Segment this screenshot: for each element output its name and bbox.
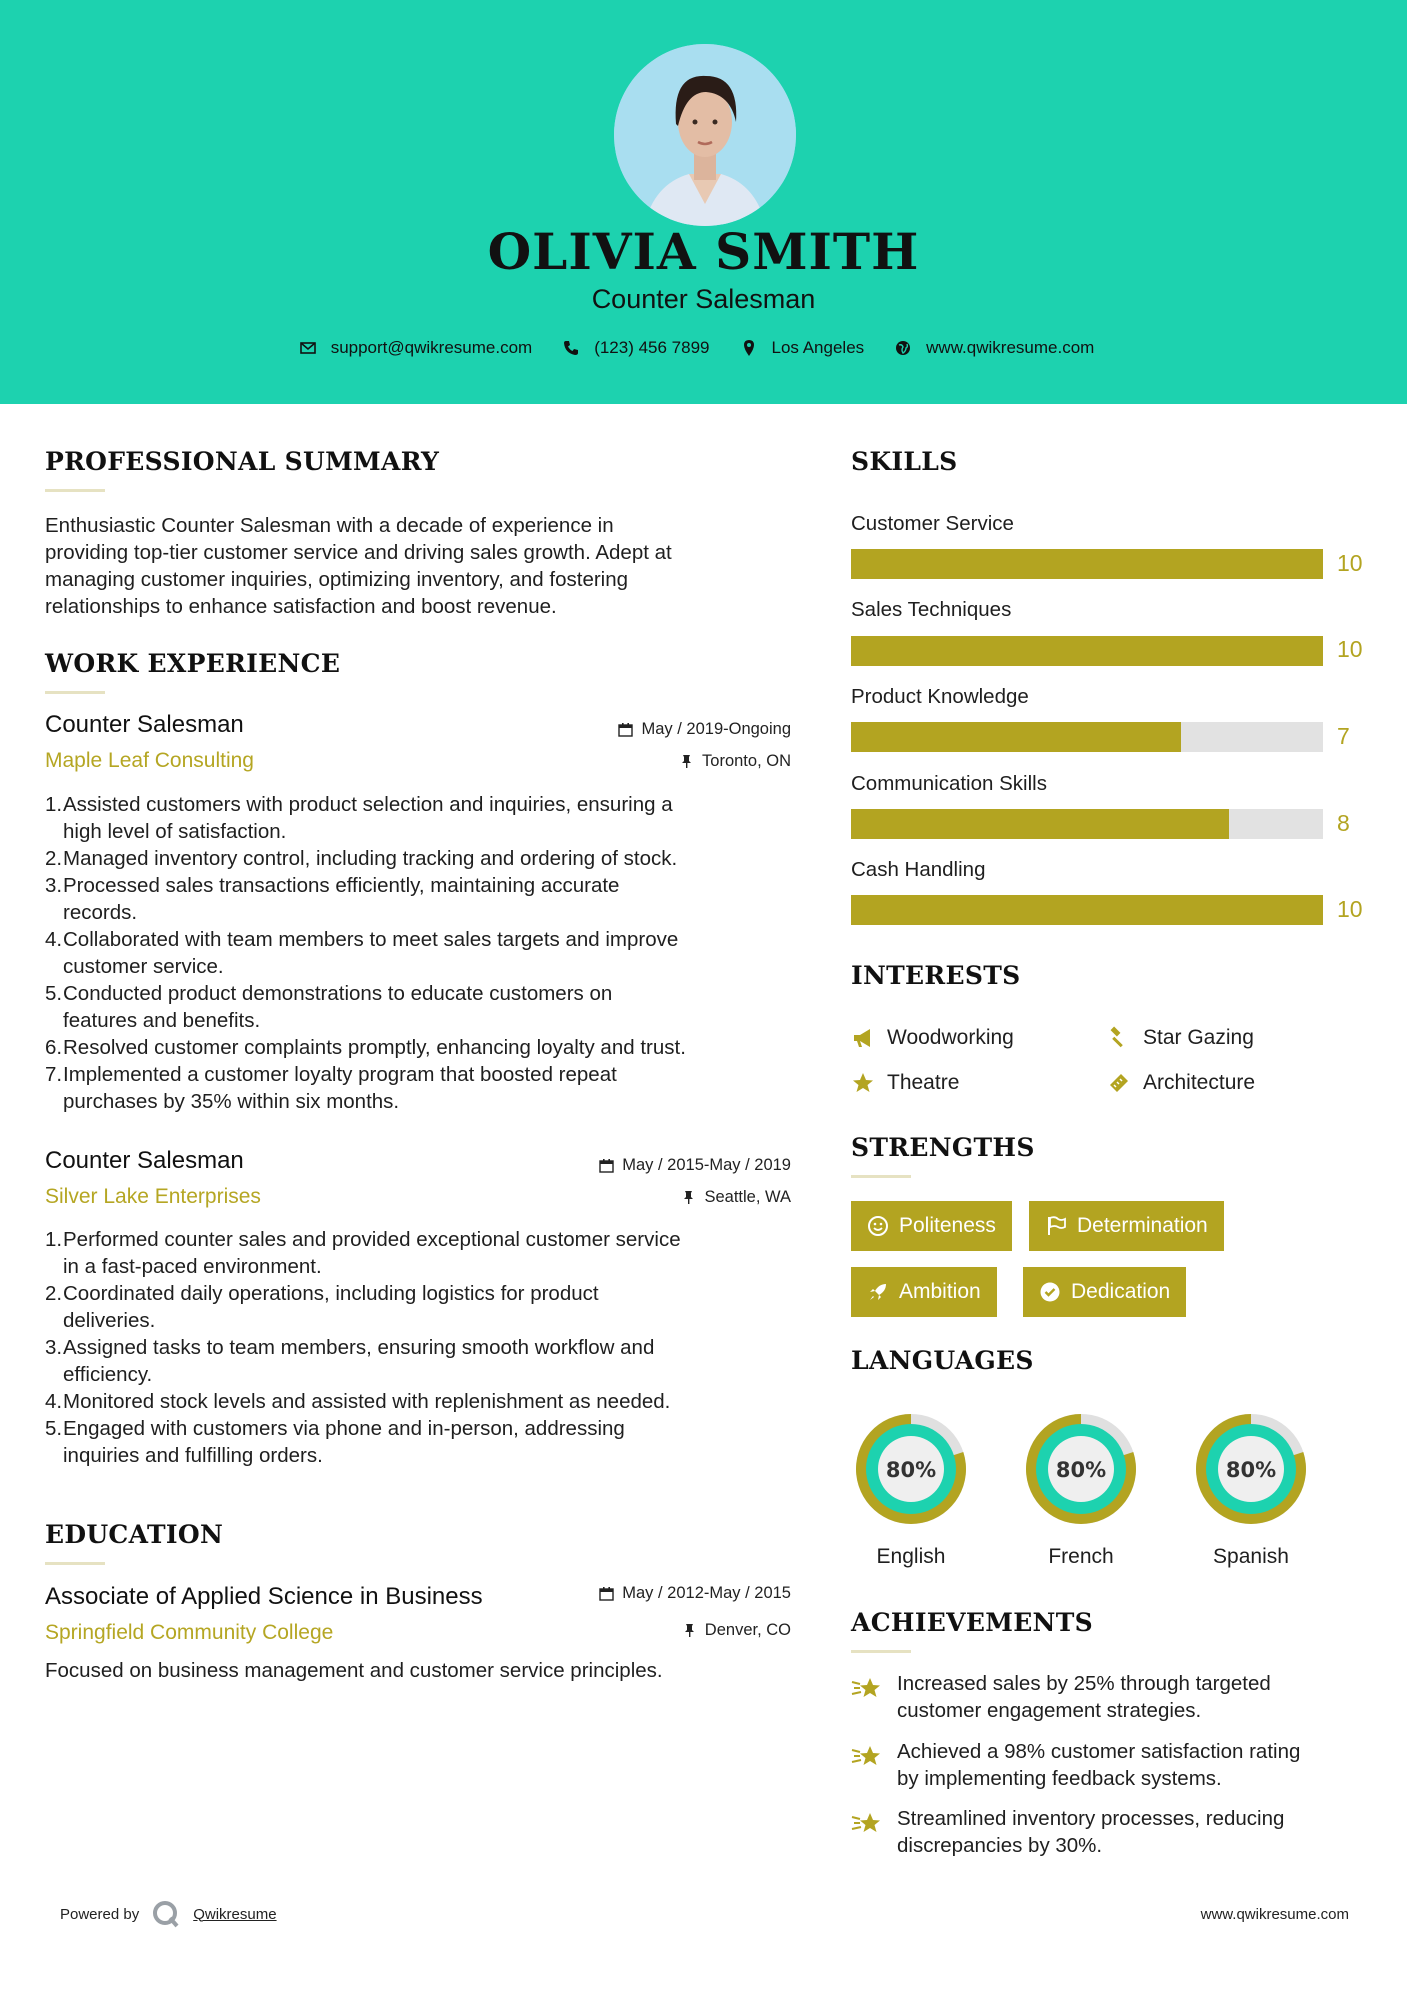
- language-name: Spanish: [1213, 1545, 1289, 1568]
- strength-determination: Determination: [1029, 1201, 1224, 1251]
- contact-phone[interactable]: [562, 338, 709, 358]
- resume-header: [0, 0, 1407, 404]
- summary-line: Enthusiastic Counter Salesman with a decade of experience in: [45, 514, 614, 537]
- megaphone-icon: [851, 1026, 875, 1050]
- education-location-text: Denver, CO: [704, 1621, 791, 1639]
- skill-bar-fill: [851, 549, 1323, 579]
- strengths-underline: [851, 1175, 911, 1178]
- skill-bar-fill: [851, 895, 1323, 925]
- interests-heading: INTERESTS: [851, 961, 1021, 990]
- language-percent: 80%: [885, 1458, 937, 1482]
- job-2-company: Silver Lake Enterprises: [45, 1185, 261, 1208]
- summary-line: relationships to enhance satisfaction and boost revenue.: [45, 595, 557, 618]
- skill-label: Product Knowledge: [851, 685, 1029, 708]
- skill-bar-track: [851, 636, 1323, 666]
- candidate-name: OLIVIA SMITH: [487, 222, 920, 281]
- calendar-icon: [618, 722, 633, 737]
- profile-photo: [614, 44, 796, 226]
- skill-value: 10: [1337, 896, 1363, 922]
- achievement-item: Increased sales by 25% through targeted customer engagement strategies.: [851, 1670, 1371, 1724]
- skill-bar-fill: [851, 722, 1181, 752]
- language-percent: 80%: [1055, 1458, 1107, 1482]
- language-ring-spanish: [1190, 1408, 1312, 1530]
- skill-bar-track: [851, 809, 1323, 839]
- skill-bar-track: [851, 549, 1323, 579]
- job-2-location: [500, 1188, 791, 1207]
- strength-politeness: Politeness: [851, 1201, 1012, 1251]
- duty-item: 7. Implemented a customer loyalty program that boosted repeat purchases by 35% within six months.: [45, 1063, 617, 1113]
- phone-text: (123) 456 7899: [594, 338, 710, 357]
- achievements-underline: [851, 1650, 911, 1653]
- skill-value: 10: [1337, 550, 1363, 576]
- language-name: English: [876, 1545, 946, 1568]
- experience-underline: [45, 691, 105, 694]
- phone-icon: [562, 339, 580, 357]
- summary-heading: PROFESSIONAL SUMMARY: [45, 447, 440, 476]
- education-description: Focused on business management and customer service principles.: [45, 1659, 663, 1682]
- job-2-title: Counter Salesman: [45, 1147, 244, 1174]
- email-text: support@qwikresume.com: [330, 338, 533, 357]
- contact-email[interactable]: [299, 338, 533, 358]
- education-date: [500, 1584, 791, 1603]
- shooting-star-icon: [851, 1674, 883, 1702]
- job-2-date: [500, 1156, 791, 1175]
- contact-bar: [0, 338, 1407, 358]
- pushpin-icon: [679, 754, 694, 769]
- interest-theatre: Theatre: [851, 1071, 959, 1095]
- check-circle-icon: [1039, 1281, 1061, 1303]
- language-name: French: [1048, 1545, 1114, 1568]
- flag-icon: [1045, 1215, 1067, 1237]
- duty-item: 1. Assisted customers with product selection and inquiries, ensuring a high level of satisfaction.: [45, 793, 673, 843]
- skill-value: 7: [1337, 723, 1350, 749]
- duty-item: 5. Engaged with customers via phone and in-person, addressing inquiries and fulfilling orders.: [45, 1417, 625, 1467]
- footer-powered-by: [60, 1899, 277, 1929]
- strengths-heading: STRENGTHS: [851, 1133, 1035, 1162]
- skills-heading: SKILLS: [851, 447, 958, 476]
- skill-label: Communication Skills: [851, 772, 1047, 795]
- duty-item: 1. Performed counter sales and provided exceptional customer service in a fast-paced environment.: [45, 1228, 681, 1278]
- education-heading: EDUCATION: [45, 1520, 224, 1549]
- interest-architecture: Architecture: [1107, 1071, 1255, 1095]
- skill-value: 8: [1337, 810, 1350, 836]
- duty-item: 5. Conducted product demonstrations to educate customers on features and benefits.: [45, 982, 613, 1032]
- job-1-title: Counter Salesman: [45, 711, 244, 738]
- skill-bar-fill: [851, 636, 1323, 666]
- duty-item: 6. Resolved customer complaints promptly, enhancing loyalty and trust.: [45, 1036, 686, 1059]
- strength-dedication: Dedication: [1023, 1267, 1186, 1317]
- shooting-star-icon: [851, 1809, 883, 1837]
- strength-ambition: Ambition: [851, 1267, 997, 1317]
- education-underline: [45, 1562, 105, 1565]
- interest-woodworking: Woodworking: [851, 1026, 1014, 1050]
- job-2-location-text: Seattle, WA: [704, 1188, 791, 1206]
- achievement-item: Streamlined inventory processes, reducing discrepancies by 30%.: [851, 1805, 1371, 1859]
- languages-heading: LANGUAGES: [851, 1346, 1034, 1375]
- summary-line: managing customer inquiries, optimizing inventory, and fostering: [45, 568, 629, 591]
- job-1-location-text: Toronto, ON: [702, 752, 791, 770]
- skill-value: 10: [1337, 636, 1363, 662]
- powered-by-label: Powered by: [60, 1905, 140, 1923]
- achievement-item: Achieved a 98% customer satisfaction rating by implementing feedback systems.: [851, 1738, 1371, 1792]
- contact-website[interactable]: [894, 338, 1094, 358]
- contact-location: [740, 338, 865, 358]
- skill-label: Sales Techniques: [851, 598, 1012, 621]
- calendar-icon: [599, 1586, 614, 1601]
- skill-bar-track: [851, 722, 1323, 752]
- gavel-icon: [1107, 1026, 1131, 1050]
- smile-icon: [867, 1215, 889, 1237]
- job-2-date-text: May / 2015-May / 2019: [622, 1156, 791, 1174]
- job-1-company: Maple Leaf Consulting: [45, 749, 254, 772]
- summary-text: [45, 512, 672, 620]
- interest-star-gazing: Star Gazing: [1107, 1026, 1254, 1050]
- job-1-duties: [45, 791, 805, 1115]
- ruler-pencil-icon: [1107, 1071, 1131, 1095]
- qwikresume-logo-icon: [151, 1899, 181, 1929]
- map-pin-icon: [740, 339, 758, 357]
- job-1-date: [500, 720, 791, 739]
- candidate-role: Counter Salesman: [591, 284, 816, 314]
- rocket-icon: [867, 1281, 889, 1303]
- experience-heading: WORK EXPERIENCE: [45, 649, 341, 678]
- footer-site[interactable]: www.qwikresume.com: [1200, 1906, 1349, 1923]
- language-percent: 80%: [1225, 1458, 1277, 1482]
- skill-label: Cash Handling: [851, 858, 986, 881]
- qwikresume-link[interactable]: Qwikresume: [193, 1905, 277, 1923]
- duty-item: 3. Assigned tasks to team members, ensuring smooth workflow and efficiency.: [45, 1336, 655, 1386]
- summary-underline: [45, 489, 105, 492]
- language-ring-english: [850, 1408, 972, 1530]
- language-ring-french: [1020, 1408, 1142, 1530]
- education-location: [500, 1621, 791, 1640]
- duty-item: 3. Processed sales transactions efficiently, maintaining accurate records.: [45, 874, 620, 924]
- job-1-location: [500, 752, 791, 771]
- location-text: Los Angeles: [771, 338, 865, 357]
- duty-item: 2. Coordinated daily operations, including logistics for product deliveries.: [45, 1282, 599, 1332]
- globe-icon: [894, 339, 912, 357]
- job-1-date-text: May / 2019-Ongoing: [641, 720, 791, 738]
- pushpin-icon: [681, 1190, 696, 1205]
- website-text: www.qwikresume.com: [926, 338, 1095, 357]
- education-date-text: May / 2012-May / 2015: [622, 1584, 791, 1602]
- education-school: Springfield Community College: [45, 1621, 334, 1644]
- education-degree: Associate of Applied Science in Business: [45, 1583, 483, 1610]
- star-icon: [851, 1071, 875, 1095]
- calendar-icon: [599, 1158, 614, 1173]
- pushpin-icon: [682, 1623, 697, 1638]
- duty-item: 4. Collaborated with team members to meet sales targets and improve customer service.: [45, 928, 679, 978]
- skill-label: Customer Service: [851, 512, 1014, 535]
- skill-bar-track: [851, 895, 1323, 925]
- envelope-icon: [299, 339, 317, 357]
- job-2-duties: [45, 1226, 805, 1469]
- summary-line: providing top-tier customer service and driving sales growth. Adept at: [45, 541, 672, 564]
- shooting-star-icon: [851, 1742, 883, 1770]
- duty-item: 4. Monitored stock levels and assisted with replenishment as needed.: [45, 1390, 671, 1413]
- skill-bar-fill: [851, 809, 1229, 839]
- achievements-heading: ACHIEVEMENTS: [851, 1608, 1093, 1637]
- duty-item: 2. Managed inventory control, including tracking and ordering of stock.: [45, 847, 678, 870]
